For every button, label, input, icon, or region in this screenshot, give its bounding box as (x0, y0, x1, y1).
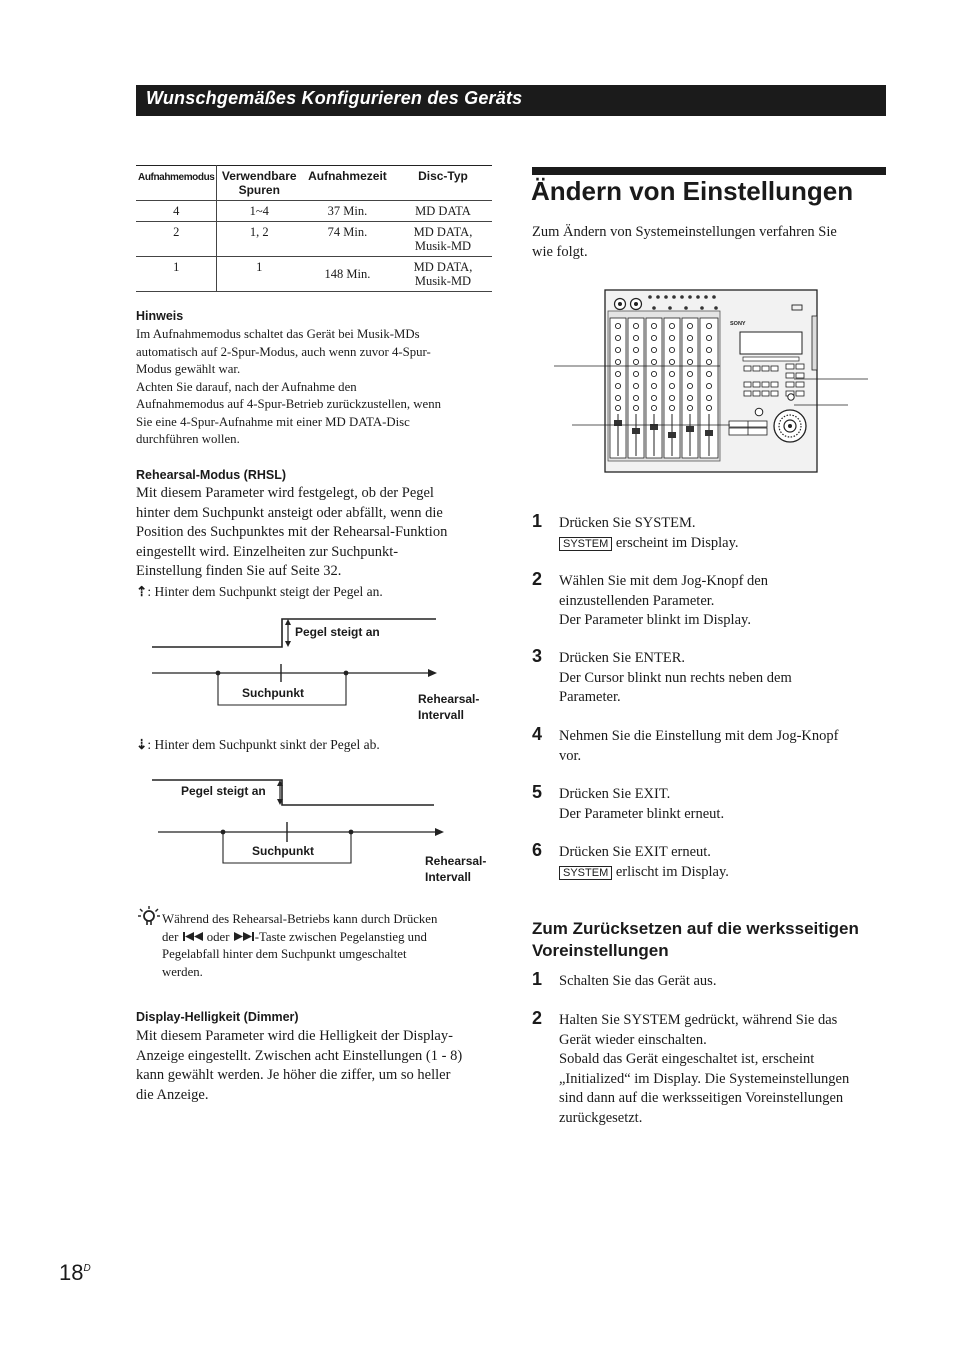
rehearsal-line: Einstellung finden Sie auf Seite 32. (136, 563, 342, 579)
step-line: Der Cursor blinkt nun rechts neben dem (559, 669, 792, 686)
step-line: einzustellenden Parameter. (559, 592, 715, 609)
rehearsal-title: Rehearsal-Modus (RHSL) (136, 468, 287, 482)
step-line: Gerät wieder einschalten. (559, 1031, 707, 1048)
reset-heading-line: Zum Zurücksetzen auf die werksseitigen (532, 919, 859, 938)
table-header-tracks: Verwendbare Spuren (217, 166, 301, 201)
dimmer-line: Anzeige eingestellt. Zwischen acht Einstellungen (1 - 8) (136, 1047, 463, 1064)
step-line (559, 534, 739, 554)
table-cell: 1, 2 (249, 225, 269, 239)
table-row (136, 222, 492, 257)
step-line (559, 863, 729, 883)
step-number: 3 (532, 646, 543, 666)
rehearsal-line: Position des Suchpunktes mit der Rehearsal-Funktion (136, 524, 448, 540)
note-line: Achten Sie darauf, nach der Aufnahme den (136, 379, 357, 394)
system-display-indicator: SYSTEM (559, 537, 612, 551)
level-arrow-head (285, 619, 291, 625)
table-cell: 1~4 (249, 204, 269, 218)
section-header-bar (136, 85, 886, 116)
table-cell: 2 (136, 222, 217, 257)
dimmer-line: kann gewählt werden. Je höher die ziffer, um so heller (136, 1067, 451, 1083)
note-title: Hinweis (136, 309, 184, 323)
tip-line (162, 929, 492, 947)
tip-lightbulb-icon (138, 906, 160, 928)
indicator-strip (743, 357, 799, 361)
channel-strips (610, 318, 718, 458)
diagram-label-interval (425, 853, 486, 885)
tip-text: -Taste zwischen Pegelanstieg und (254, 929, 427, 944)
step-number: 4 (532, 724, 543, 744)
table-cell: 74 Min. (327, 225, 368, 239)
table-cell: 1 (136, 257, 217, 292)
rehearsal-line: hinter dem Suchpunkt ansteigt oder abfällt, wenn die (136, 504, 443, 521)
table-cell: 1 (256, 260, 263, 274)
reset-heading (532, 918, 892, 962)
step-text: erscheint im Display. (612, 534, 739, 551)
reset-heading-line: Voreinstellungen (532, 941, 669, 960)
rehearsal-body (136, 484, 496, 601)
rehearsal-line: Mit diesem Parameter wird festgelegt, ob der Pegel (136, 485, 434, 501)
tip-text: der (162, 929, 179, 944)
system-button (788, 394, 794, 400)
level-line (152, 619, 436, 647)
dimmer-line: die Anzeige. (136, 1086, 209, 1103)
note-line: Im Aufnahmemodus schaltet das Gerät bei Musik-MDs (136, 327, 420, 341)
tip-line: Während des Rehearsal-Betriebs kann durch Drücken (162, 912, 438, 926)
device-brand: SONY (730, 321, 746, 327)
rehearsal-down-text: : Hinter dem Suchpunkt sinkt der Pegel ab. (147, 737, 380, 752)
diagram-label-interval-line: Intervall (418, 708, 465, 722)
reset-step-2-text (559, 1011, 899, 1128)
diagram-label-interval-line: Intervall (425, 870, 472, 884)
step-line: Schalten Sie das Gerät aus. (559, 973, 717, 989)
device-illustration (550, 286, 880, 476)
note-line: automatisch auf 2-Spur-Modus, auch wenn zuvor 4-Spur- (136, 344, 431, 359)
reset-step-1-text (559, 972, 716, 992)
dimmer-line: Mit diesem Parameter wird die Helligkeit der Display- (136, 1028, 453, 1044)
step-line: Drücken Sie EXIT. (559, 786, 671, 802)
step-number: 6 (532, 840, 543, 860)
diagram-label-interval-line: Rehearsal- (418, 692, 480, 706)
note-line: durchführen wollen. (136, 432, 240, 446)
note-line: Aufnahmemodus auf 4-Spur-Betrieb zurückzustellen, wenn (136, 397, 442, 411)
diagram-label-point: Suchpunkt (242, 686, 304, 700)
step-line: Der Parameter blinkt erneut. (559, 805, 725, 822)
tip-body (162, 911, 492, 981)
arrow-up-icon: ⇡ (136, 583, 148, 599)
step-line: Parameter. (559, 689, 621, 705)
rehearsal-up-text: : Hinter dem Suchpunkt steigt der Pegel an. (147, 583, 383, 599)
note-line: Sie eine 4-Spur-Aufnahme mit einer MD DATA-Disc (136, 414, 410, 429)
step-6-text (559, 843, 729, 882)
table-row (136, 201, 492, 222)
table-cell: MD DATA (415, 204, 471, 218)
title-rule (532, 167, 886, 175)
table-header-time: Aufnahmezeit (301, 166, 394, 201)
step-5-text (559, 785, 724, 824)
rehearsal-down-line (136, 737, 380, 753)
device-display (740, 332, 802, 354)
tip-line: werden. (162, 964, 203, 979)
step-line: sind dann auf die werksseitigen Voreinstellungen (559, 1090, 844, 1106)
table-header-mode: Aufnahmemodus (136, 166, 217, 201)
table-header-disc: Disc-Typ (394, 166, 492, 201)
step-line: Drücken Sie SYSTEM. (559, 515, 696, 531)
diagram-label-level: Pegel steigt an (295, 625, 380, 639)
step-text: erlischt im Display. (612, 863, 729, 880)
step-3-text (559, 649, 792, 708)
step-line: zurückgesetzt. (559, 1109, 643, 1126)
step-line: Der Parameter blinkt im Display. (559, 612, 751, 628)
page-number-suffix: D (83, 1263, 91, 1274)
skip-forward-icon (233, 931, 255, 942)
page-number (59, 1260, 91, 1286)
intro-text (532, 223, 892, 262)
timeline-arrow-head (435, 828, 444, 836)
table-cell: 148 Min. (324, 267, 371, 281)
step-number: 2 (532, 1008, 543, 1028)
system-display-indicator: SYSTEM (559, 866, 612, 880)
step-1-text (559, 514, 739, 553)
tip-text: oder (206, 929, 230, 944)
table-cell: MD DATA, Musik-MD (413, 225, 473, 253)
page-number-value: 18 (59, 1260, 84, 1285)
step-line: Drücken Sie ENTER. (559, 650, 686, 666)
step-line: Drücken Sie EXIT erneut. (559, 844, 711, 860)
diagram-label-interval (418, 691, 479, 723)
table-cell: MD DATA, Musik-MD (413, 260, 473, 288)
intro-line: Zum Ändern von Systemeinstellungen verfahren Sie (532, 224, 837, 240)
tip-line: Pegelabfall hinter dem Suchpunkt umgeschaltet (162, 947, 407, 961)
diagram-label-interval-line: Rehearsal- (425, 854, 487, 868)
diagram-label-point: Suchpunkt (252, 844, 314, 858)
table-cell: 4 (136, 201, 217, 222)
rehearsal-line: eingestellt wird. Einzelheiten zur Suchpunkt- (136, 543, 399, 560)
step-line: Wählen Sie mit dem Jog-Knopf den (559, 573, 768, 589)
arrow-down-icon: ⇣ (136, 737, 148, 752)
step-number: 1 (532, 511, 543, 531)
dimmer-body (136, 1027, 496, 1105)
intro-line: wie folgt. (532, 243, 588, 260)
step-number: 5 (532, 782, 543, 802)
dimmer-title: Display-Helligkeit (Dimmer) (136, 1010, 299, 1024)
step-4-text (559, 727, 839, 766)
step-line: „Initialized“ im Display. Die Systemeinstellungen (559, 1070, 850, 1087)
step-line: Nehmen Sie die Einstellung mit dem Jog-Knopf (559, 728, 839, 744)
step-line: Halten Sie SYSTEM gedrückt, während Sie das (559, 1012, 838, 1028)
level-arrow-head (285, 641, 291, 647)
page-title: Ändern von Einstellungen (531, 176, 854, 206)
step-line: vor. (559, 747, 582, 764)
step-2-text (559, 572, 768, 631)
disc-slot (812, 316, 817, 370)
step-line: Sobald das Gerät eingeschaltet ist, erscheint (559, 1051, 815, 1067)
recording-mode-table (136, 165, 492, 292)
timeline-arrow-head (428, 669, 437, 677)
step-number: 1 (532, 969, 543, 989)
section-header-title: Wunschgemäßes Konfigurieren des Geräts (146, 88, 523, 108)
note-body (136, 326, 496, 449)
step-number: 2 (532, 569, 543, 589)
skip-back-icon (182, 931, 204, 942)
note-line: Modus gewählt war. (136, 362, 241, 376)
diagram-label-level: Pegel steigt an (181, 784, 266, 798)
small-knob (755, 408, 763, 416)
table-cell: 37 Min. (327, 204, 368, 218)
table-row (136, 257, 492, 292)
